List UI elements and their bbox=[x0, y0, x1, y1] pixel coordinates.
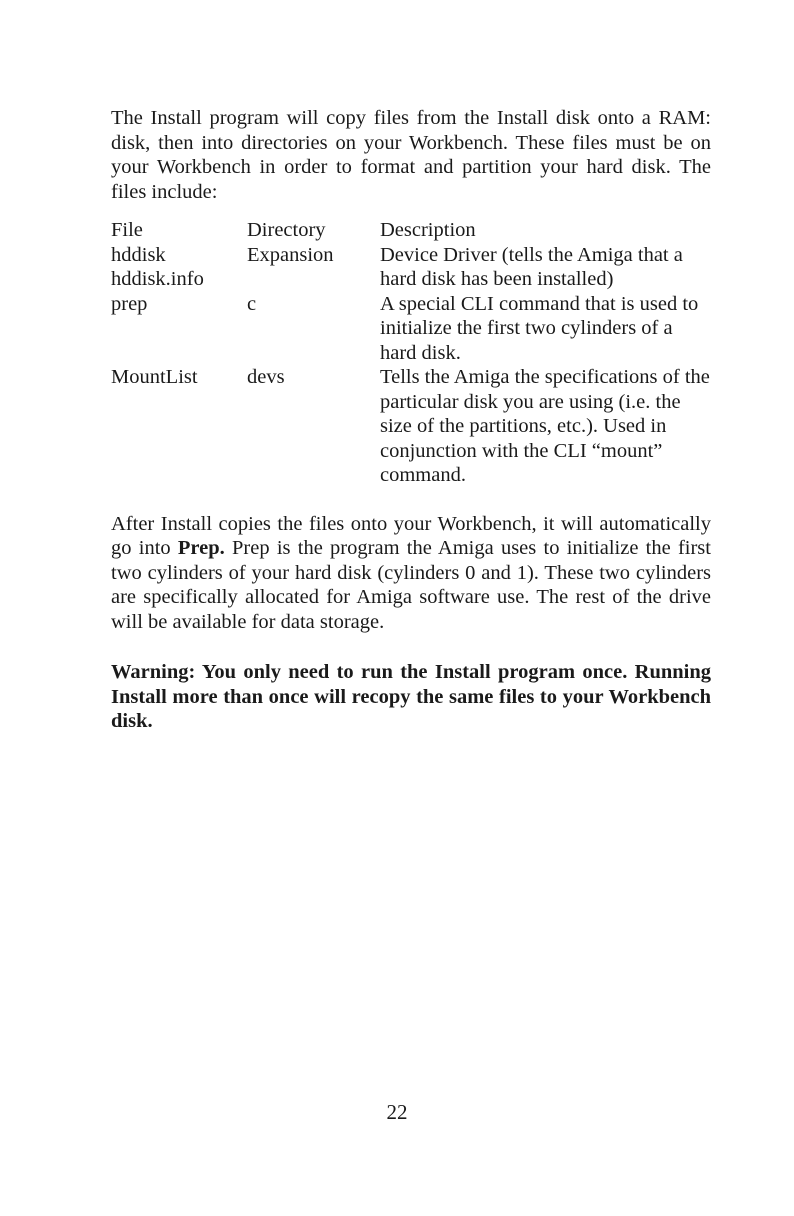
description-cell: Device Driver (tells the Amiga that a hard disk has been installed) bbox=[380, 243, 683, 290]
after-text-after: Prep is the program the Amiga uses to initialize the first two cylinders of your hard disk (cylinders 0 and 1). These two cylinders are specifically allocated for Amiga software use. The rest of the drive will be available for data storage. bbox=[111, 537, 711, 633]
warning-paragraph: Warning: You only need to run the Install program once. Running Install more than once will recopy the same files to your Workbench disk. bbox=[111, 661, 711, 732]
table-row bbox=[111, 292, 711, 366]
table-row bbox=[111, 365, 711, 488]
description-cell: A special CLI command that is used to initialize the first two cylinders of a hard disk. bbox=[380, 292, 699, 364]
description-cell: Tells the Amiga the specifications of the particular disk you are using (i.e. the size of the partitions, etc.). Used in conjunction with the CLI “mount” command. bbox=[380, 366, 710, 486]
table-header-row bbox=[111, 218, 711, 243]
page-number: 22 bbox=[386, 1100, 408, 1124]
directory-cell: c bbox=[247, 292, 257, 315]
file-cell bbox=[111, 292, 247, 366]
file-name: hddisk bbox=[111, 243, 166, 266]
intro-paragraph: The Install program will copy files from the Install disk onto a RAM: disk, then into directories on your Workbench. These files must be on your Workbench in order to format and partition your hard disk. The files include: bbox=[111, 107, 711, 203]
files-table bbox=[111, 218, 711, 488]
column-header-directory: Directory bbox=[247, 219, 326, 241]
column-header-description: Description bbox=[380, 219, 476, 241]
column-header-file: File bbox=[111, 219, 143, 241]
page-content bbox=[111, 106, 711, 734]
directory-cell: devs bbox=[247, 366, 285, 388]
prep-bold-term: Prep. bbox=[177, 537, 225, 559]
file-name: hddisk.info bbox=[111, 268, 204, 290]
directory-cell: Expansion bbox=[247, 243, 334, 266]
file-cell bbox=[111, 243, 247, 292]
after-text-before: After Install copies the files onto your Workbench, it will automatically go into bbox=[111, 512, 711, 559]
file-name: prep bbox=[111, 292, 148, 315]
table-row bbox=[111, 243, 711, 292]
file-name: MountList bbox=[111, 366, 198, 388]
file-cell bbox=[111, 365, 247, 488]
after-install-paragraph bbox=[111, 512, 711, 635]
